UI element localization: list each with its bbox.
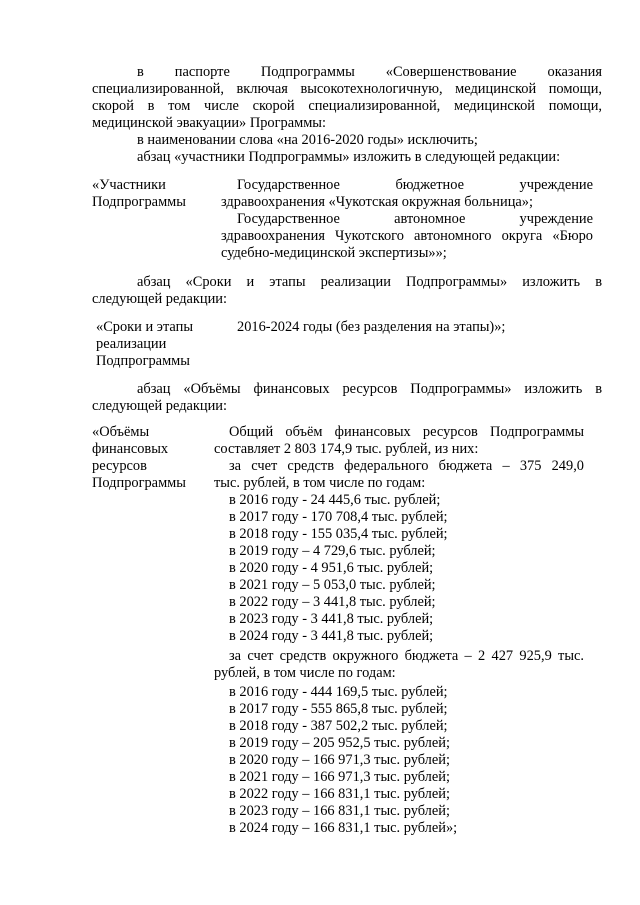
district-year-2022: в 2022 году – 166 831,1 тыс. рублей; bbox=[229, 786, 450, 802]
district-year-2024: в 2024 году – 166 831,1 тыс. рублей»; bbox=[229, 820, 458, 836]
federal-year-2016: в 2016 году - 24 445,6 тыс. рублей; bbox=[229, 492, 441, 508]
funding-label-1: «Объёмы bbox=[92, 424, 150, 440]
terms-label-2: реализации bbox=[96, 336, 167, 352]
funding-federal-line-2: тыс. рублей, в том числе по годам: bbox=[214, 475, 426, 491]
federal-year-2023: в 2023 году - 3 441,8 тыс. рублей; bbox=[229, 611, 434, 627]
funding-total-line-2: составляет 2 803 174,9 тыс. рублей, из них: bbox=[214, 441, 479, 457]
federal-year-2022: в 2022 году – 3 441,8 тыс. рублей; bbox=[229, 594, 436, 610]
federal-year-2019: в 2019 году – 4 729,6 тыс. рублей; bbox=[229, 543, 436, 559]
participant-1-line-2: здравоохранения «Чукотская окружная больница»; bbox=[221, 194, 533, 210]
funding-total-line-1: Общий объём финансовых ресурсов Подпрограммы bbox=[229, 424, 584, 440]
intro-line-3: скорой в том числе скорой специализированной, медицинской помощи, bbox=[92, 98, 602, 114]
funding-label-2: финансовых bbox=[92, 441, 169, 457]
funding-district-line-2: рублей, в том числе по годам: bbox=[214, 665, 396, 681]
funding-federal-line-1: за счет средств федерального бюджета – 375 249,0 bbox=[229, 458, 584, 474]
federal-year-2017: в 2017 году - 170 708,4 тыс. рублей; bbox=[229, 509, 448, 525]
participant-2-line-1: Государственное автономное учреждение bbox=[237, 211, 593, 227]
district-year-2020: в 2020 году – 166 971,3 тыс. рублей; bbox=[229, 752, 450, 768]
terms-value: 2016-2024 годы (без разделения на этапы)»; bbox=[237, 319, 506, 335]
district-year-2017: в 2017 году - 555 865,8 тыс. рублей; bbox=[229, 701, 448, 717]
funding-label-3: ресурсов bbox=[92, 458, 147, 474]
funding-district-line-1: за счет средств окружного бюджета – 2 427 925,9 тыс. bbox=[229, 648, 584, 664]
district-year-2019: в 2019 году – 205 952,5 тыс. рублей; bbox=[229, 735, 450, 751]
federal-year-2018: в 2018 году - 155 035,4 тыс. рублей; bbox=[229, 526, 448, 542]
federal-year-2024: в 2024 году - 3 441,8 тыс. рублей; bbox=[229, 628, 434, 644]
participant-1-line-1: Государственное бюджетное учреждение bbox=[237, 177, 593, 193]
district-year-2021: в 2021 году – 166 971,3 тыс. рублей; bbox=[229, 769, 450, 785]
participant-2-line-3: судебно-медицинской экспертизы»»; bbox=[221, 245, 447, 261]
intro-line-1: в паспорте Подпрограммы «Совершенствование оказания bbox=[137, 64, 602, 80]
terms-intro-line-1: абзац «Сроки и этапы реализации Подпрограммы» изложить в bbox=[137, 274, 602, 290]
participants-label-1: «Участники bbox=[92, 177, 166, 193]
participant-2-line-2: здравоохранения Чукотского автономного округа «Бюро bbox=[221, 228, 593, 244]
terms-intro-line-2: следующей редакции: bbox=[92, 291, 227, 307]
funding-intro-line-2: следующей редакции: bbox=[92, 398, 227, 414]
federal-year-2020: в 2020 году - 4 951,6 тыс. рублей; bbox=[229, 560, 434, 576]
district-year-2018: в 2018 году - 387 502,2 тыс. рублей; bbox=[229, 718, 448, 734]
district-year-2016: в 2016 году - 444 169,5 тыс. рублей; bbox=[229, 684, 448, 700]
district-year-2023: в 2023 году – 166 831,1 тыс. рублей; bbox=[229, 803, 450, 819]
intro-line-5: в наименовании слова «на 2016-2020 годы» исключить; bbox=[137, 132, 478, 148]
federal-year-2021: в 2021 году – 5 053,0 тыс. рублей; bbox=[229, 577, 436, 593]
intro-line-2: специализированной, включая высокотехнологичную, медицинской помощи, bbox=[92, 81, 602, 97]
participants-label-2: Подпрограммы bbox=[92, 194, 186, 210]
funding-label-4: Подпрограммы bbox=[92, 475, 186, 491]
funding-intro-line-1: абзац «Объёмы финансовых ресурсов Подпрограммы» изложить в bbox=[137, 381, 602, 397]
terms-label-1: «Сроки и этапы bbox=[96, 319, 193, 335]
intro-line-4: медицинской эвакуации» Программы: bbox=[92, 115, 326, 131]
intro-line-6: абзац «участники Подпрограммы» изложить в следующей редакции: bbox=[137, 149, 561, 165]
terms-label-3: Подпрограммы bbox=[96, 353, 190, 369]
